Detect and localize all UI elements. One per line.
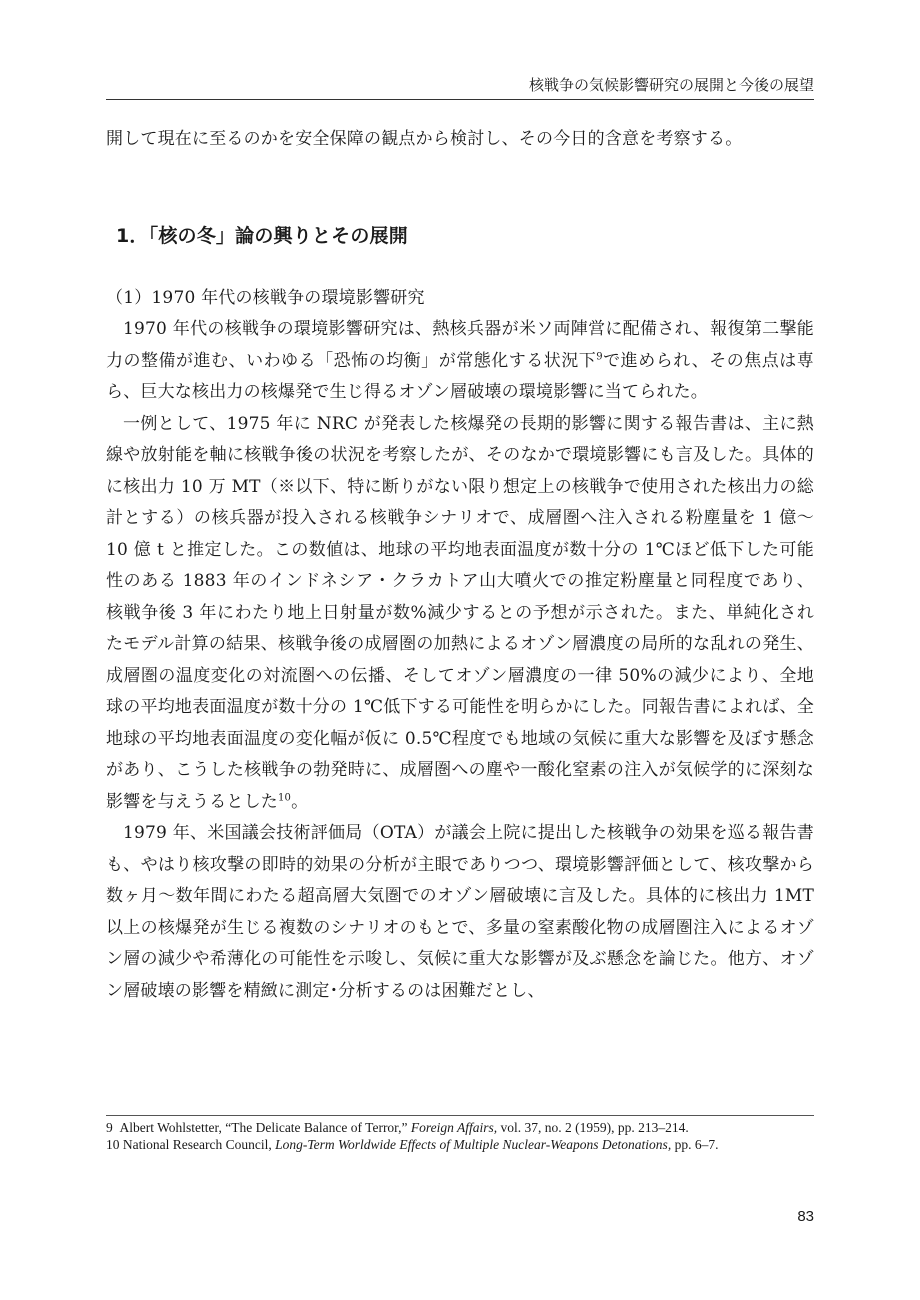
subsection-heading: （1）1970 年代の核戦争の環境影響研究 [106,287,425,308]
header-rule [106,99,814,100]
footnotes [106,1119,814,1153]
footnote-10-author: National Research Council, [122,1137,272,1152]
running-head: 核戦争の気候影響研究の展開と今後の展望 [528,76,814,94]
footnote-9 [106,1119,814,1136]
footnote-10 [106,1136,814,1153]
footnote-9-author: Albert Wohlstetter, “The Delicate Balance of Terror,” [119,1120,408,1135]
footnote-ref-9[interactable]: 9 [596,350,603,362]
body-text [106,124,814,1007]
page-number: 83 [797,1208,814,1225]
footnote-ref-10[interactable]: 10 [278,791,292,803]
footnote-10-number: 10 [106,1137,120,1152]
paragraph-1 [106,314,814,409]
paragraph-2-text-a: 一例として、1975 年に NRC が発表した核爆発の長期的影響に関する報告書は、主に熱線や放射能を軸に核戦争後の状況を考察したが、そのなかで環境影響にも言及した。具体的に核出力 10 万 MT（※以下、特に断りがない限り想定上の核戦争で使用された核出力の総計とする）の核兵器が投入される核戦争シナリオで、成層圏へ注入される粉塵量を 1 億～ 10 億 t と推定した。この数値は、地球の平均地表面温度が数十分の 1℃ほど低下した可能性のある 1883 年のインドネシア・クラカトア山大噴火での推定粉塵量と同程度であり、核戦争後 3 年にわたり地上日射量が数%減少するとの予想が示された。また、単純化されたモデル計算の結果、核戦争後の成層圏の加熱によるオゾン層濃度の局所的な乱れの発生、成層圏の温度変化の対流圏への伝播、そしてオゾン層濃度の一律 50%の減少により、全地球の平均地表面温度が数十分の 1℃低下する可能性を明らかにした。同報告書によれば、全地球の平均地表面温度の変化幅が仮に 0.5℃程度でも地域の気候に重大な影響を及ぼす懸念があり、こうした核戦争の勃発時に、成層圏への塵や一酸化窒素の注入が気候学的に深刻な影響を与えうるとした [106,413,814,812]
footnote-10-title: Long-Term Worldwide Effects of Multiple Nuclear-Weapons Detonations, [275,1137,672,1152]
paragraph-2 [106,409,814,819]
section-heading: 1．「核の冬」論の興りとその展開 [116,224,408,247]
footnote-9-journal: Foreign Affairs, [410,1120,498,1135]
footnote-10-rest: pp. 6–7. [674,1137,719,1152]
footnote-9-rest: vol. 37, no. 2 (1959), pp. 213–214. [500,1120,689,1135]
paragraph-1-text-a: 1970 年代の核戦争の環境影響研究は、熱核兵器が米ソ両陣営に配備され、報復第二撃能力の整備が進む、いわゆる「恐怖の均衡」が常態化する状況下 [106,319,814,371]
footnote-9-number: 9 [106,1120,113,1135]
intro-tail: 開して現在に至るのかを安全保障の観点から検討し、その今日的含意を考察する。 [106,129,743,149]
paragraph-2-text-b: 。 [291,791,309,812]
paragraph-3: 1979 年、米国議会技術評価局（OTA）が議会上院に提出した核戦争の効果を巡る報告書も、やはり核攻撃の即時的効果の分析が主眼でありつつ、環境影響評価として、核攻撃から数ヶ月～数年間にわたる超高層大気圏でのオゾン層破壊に言及した。具体的に核出力 1MT 以上の核爆発が生じる複数のシナリオのもとで、多量の窒素酸化物の成層圏注入によるオゾン層の減少や希薄化の可能性を示唆し、気候に重大な影響が及ぶ懸念を論じた。他方、オゾン層破壊の影響を精緻に測定･分析するのは困難だとし、 [106,823,814,1001]
paragraph-1-text-b: で進められ、その焦点は専ら、巨大な核出力の核爆発で生じ得るオゾン層破壊の環境影響に当てられた。 [106,350,815,402]
footnote-rule [106,1115,814,1116]
